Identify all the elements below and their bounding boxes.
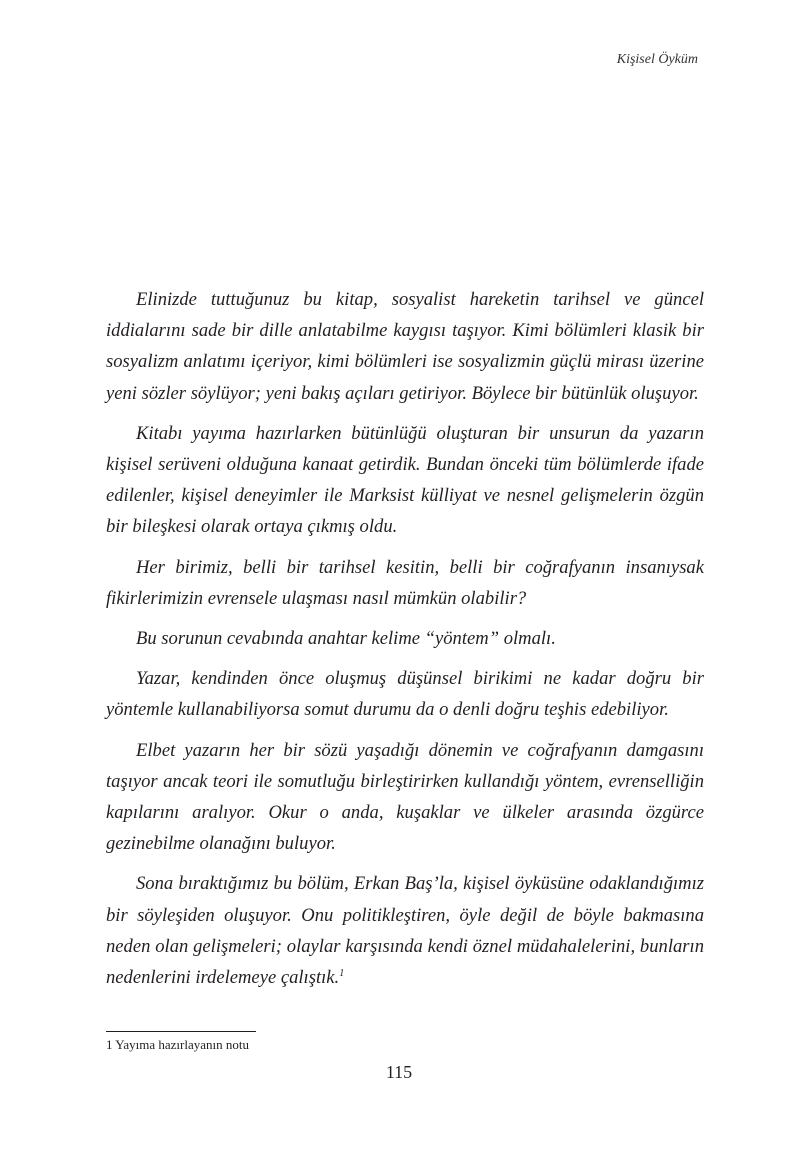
page-number: 115 bbox=[385, 1062, 413, 1082]
paragraph: Elinizde tuttuğunuz bu kitap, sosyalist hareketin tarihsel ve güncel iddialarını sade bir dille anlatabilme kaygısı taşıyor. Kimi bölümleri klasik bir sosyalizm anlatımı içeriyor, kimi bölümleri ise sosyalizmin güçlü mirası üzerine yeni sözler söylüyor; yeni bakış açıları getiriyor. Böylece bir bütünlük oluşuyor. bbox=[106, 289, 704, 404]
footnote: 1 Yayıma hazırlayanın notu bbox=[106, 1037, 249, 1052]
paragraph: Her birimiz, belli bir tarihsel kesitin, belli bir coğrafyanın insanıysak fikirlerimizin evrensele ulaşması nasıl mümkün olabilir? bbox=[106, 556, 704, 609]
paragraph-text: Sona bıraktığımız bu bölüm, Erkan Baş’la, kişisel öyküsüne odaklandığımız bir söyleşiden oluşuyor. Onu politikleştiren, öyle değil de böyle bakmasına neden olan gelişmeleri; olaylar karşısında kendi öznel müdahalelerini, bunların nedenlerini irdelemeye çalıştık. bbox=[106, 873, 704, 989]
paragraph: Yazar, kendinden önce oluşmuş düşünsel birikimi ne kadar doğru bir yöntemle kullanabiliyorsa somut durumu da o denli doğru teşhis edebiliyor. bbox=[106, 668, 704, 721]
paragraph-last bbox=[106, 868, 704, 993]
paragraph: Kitabı yayıma hazırlarken bütünlüğü oluşturan bir unsurun da yazarın kişisel serüveni olduğuna kanaat getirdik. Bundan önceki tüm bölümlerde ifade edilenler, kişisel deneyimler ile Marksist külliyat ve nesnel gelişmelerin özgün bir bileşkesi olarak ortaya çıkmış oldu. bbox=[106, 422, 704, 538]
running-header: Kişisel Öyküm bbox=[616, 52, 698, 67]
footnote-divider bbox=[106, 1031, 256, 1032]
footnote-marker: 1 bbox=[339, 968, 345, 980]
body-text bbox=[106, 284, 704, 1002]
paragraph: Elbet yazarın her bir sözü yaşadığı dönemin ve coğrafyanın damgasını taşıyor ancak teori ile somutluğu birleştirirken kullandığı yöntem, evrenselliğin kapılarını aralıyor. Okur o anda, kuşaklar ve ülkeler arasında özgürce gezinebilme olanağını buluyor. bbox=[106, 739, 704, 855]
paragraph: Bu sorunun cevabında anahtar kelime “yöntem” olmalı. bbox=[136, 628, 556, 650]
